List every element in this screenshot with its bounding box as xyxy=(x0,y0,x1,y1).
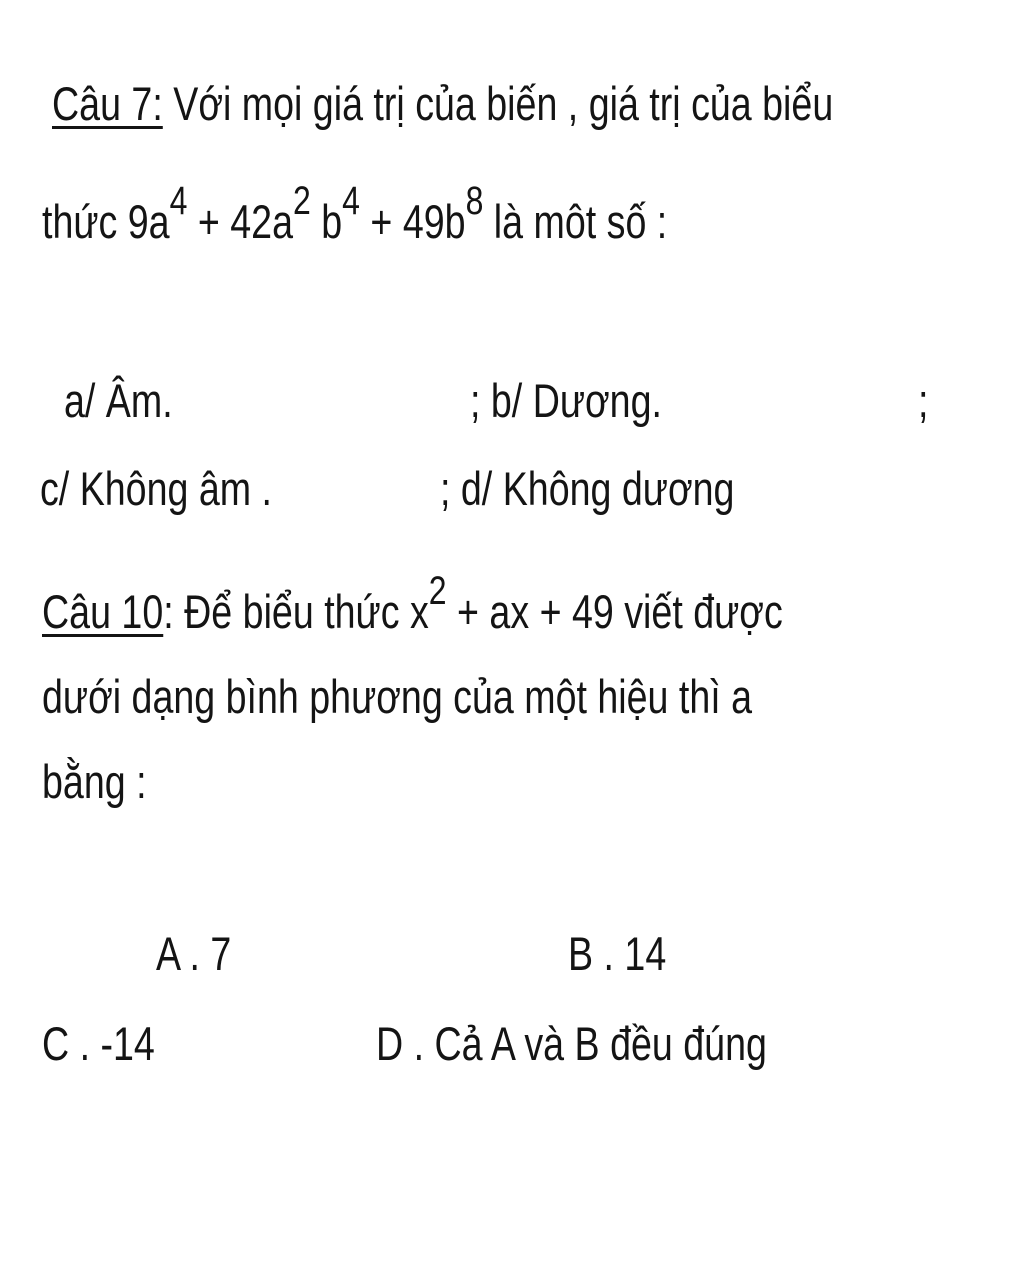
q7-stem-prefix: thức xyxy=(42,195,128,248)
q10-stem-prefix: Để biểu thức xyxy=(173,585,410,638)
q7-term2-b: b xyxy=(310,195,343,248)
q10-expression-rest: + ax + 49 xyxy=(446,585,614,638)
q7-stem-line2 xyxy=(42,179,668,248)
q7-term1-base: 9a xyxy=(127,195,170,248)
q7-term1-exponent: 4 xyxy=(169,179,188,223)
q7-option-a: a/ Âm. xyxy=(64,374,173,427)
q7-expression xyxy=(127,179,484,248)
q7-stem-suffix: là môt số : xyxy=(483,195,668,248)
q10-expression xyxy=(409,569,614,638)
q10-option-a: A . 7 xyxy=(156,927,232,980)
q7-option-c: c/ Không âm . xyxy=(40,462,272,515)
q7-term2-exponent2: 4 xyxy=(342,179,360,223)
q10-label: Câu 10 xyxy=(42,585,164,638)
q10-stem-line3: bằng : xyxy=(42,755,147,808)
q7-plus1: + xyxy=(187,195,231,248)
q10-option-c: C . -14 xyxy=(42,1017,155,1070)
q7-term2-base: 42a xyxy=(230,195,293,248)
q10-label-colon: : xyxy=(163,585,174,638)
q7-label: Câu 7: xyxy=(52,77,163,130)
q7-term3-exponent: 8 xyxy=(465,179,484,223)
q10-x-exponent: 2 xyxy=(428,569,447,613)
q10-x-base: x xyxy=(409,585,429,638)
q7-option-b: ; b/ Dương. xyxy=(470,374,662,427)
q10-stem-suffix: viết được xyxy=(613,585,783,638)
q7-term2-exponent1: 2 xyxy=(293,179,311,223)
q7-term3-base: 49b xyxy=(402,195,466,248)
q10-option-d: D . Cả A và B đều đúng xyxy=(376,1017,767,1070)
q7-option-b-end: ; xyxy=(918,374,929,427)
q7-stem-line1 xyxy=(52,77,834,130)
q7-plus2: + xyxy=(359,195,403,248)
q7-stem-text1: Với mọi giá trị của biến , giá trị của biểu xyxy=(162,77,834,130)
q7-option-d: ; d/ Không dương xyxy=(440,462,735,515)
q10-stem-line2: dưới dạng bình phương của một hiệu thì a xyxy=(42,670,753,723)
q10-stem-line1 xyxy=(42,569,783,638)
q10-option-b: B . 14 xyxy=(568,927,667,980)
